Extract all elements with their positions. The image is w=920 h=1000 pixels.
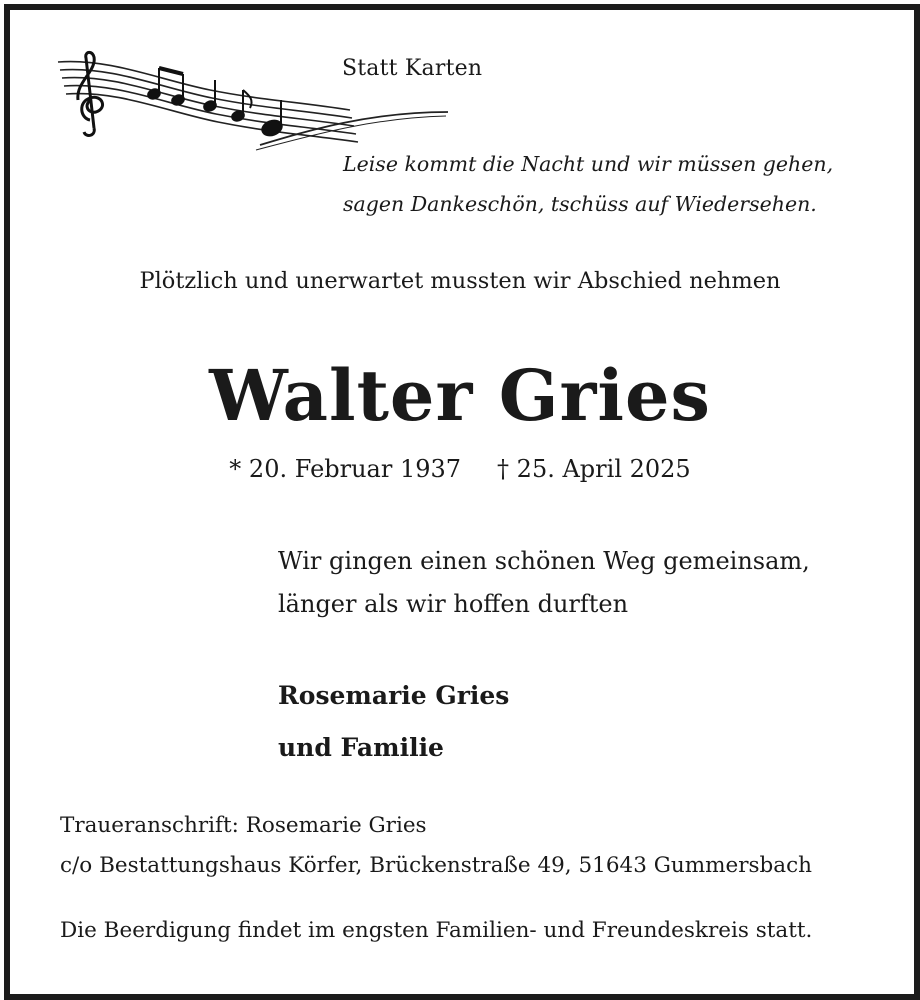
address-line: c/o Bestattungshaus Körfer, Brückenstraße 49, 51643 Gummersbach <box>60 853 813 878</box>
verse-line: Wir gingen einen schönen Weg gemeinsam, <box>278 547 810 575</box>
address-line: Traueranschrift: Rosemarie Gries <box>60 813 427 838</box>
poem-line: Leise kommt die Nacht und wir müssen gehen, <box>343 152 834 176</box>
birth-date: * 20. Februar 1937 <box>229 455 462 483</box>
signer-line: Rosemarie Gries <box>278 681 510 710</box>
death-date: † 25. April 2025 <box>497 455 691 483</box>
signer-line: und Familie <box>278 733 444 762</box>
life-dates <box>0 455 920 483</box>
poem <box>343 144 833 224</box>
poem-line: sagen Dankeschön, tschüss auf Wiedersehen. <box>343 192 817 216</box>
verse <box>278 540 810 626</box>
funeral-note: Die Beerdigung findet im engsten Familien- und Freundeskreis statt. <box>60 918 813 943</box>
mourning-address <box>60 806 812 886</box>
statt-karten-label: Statt Karten <box>342 56 483 81</box>
signers <box>278 670 509 774</box>
deceased-name: Walter Gries <box>209 354 711 437</box>
verse-line: länger als wir hoffen durften <box>278 590 629 618</box>
intro-text: Plötzlich und unerwartet mussten wir Abschied nehmen <box>139 268 781 294</box>
